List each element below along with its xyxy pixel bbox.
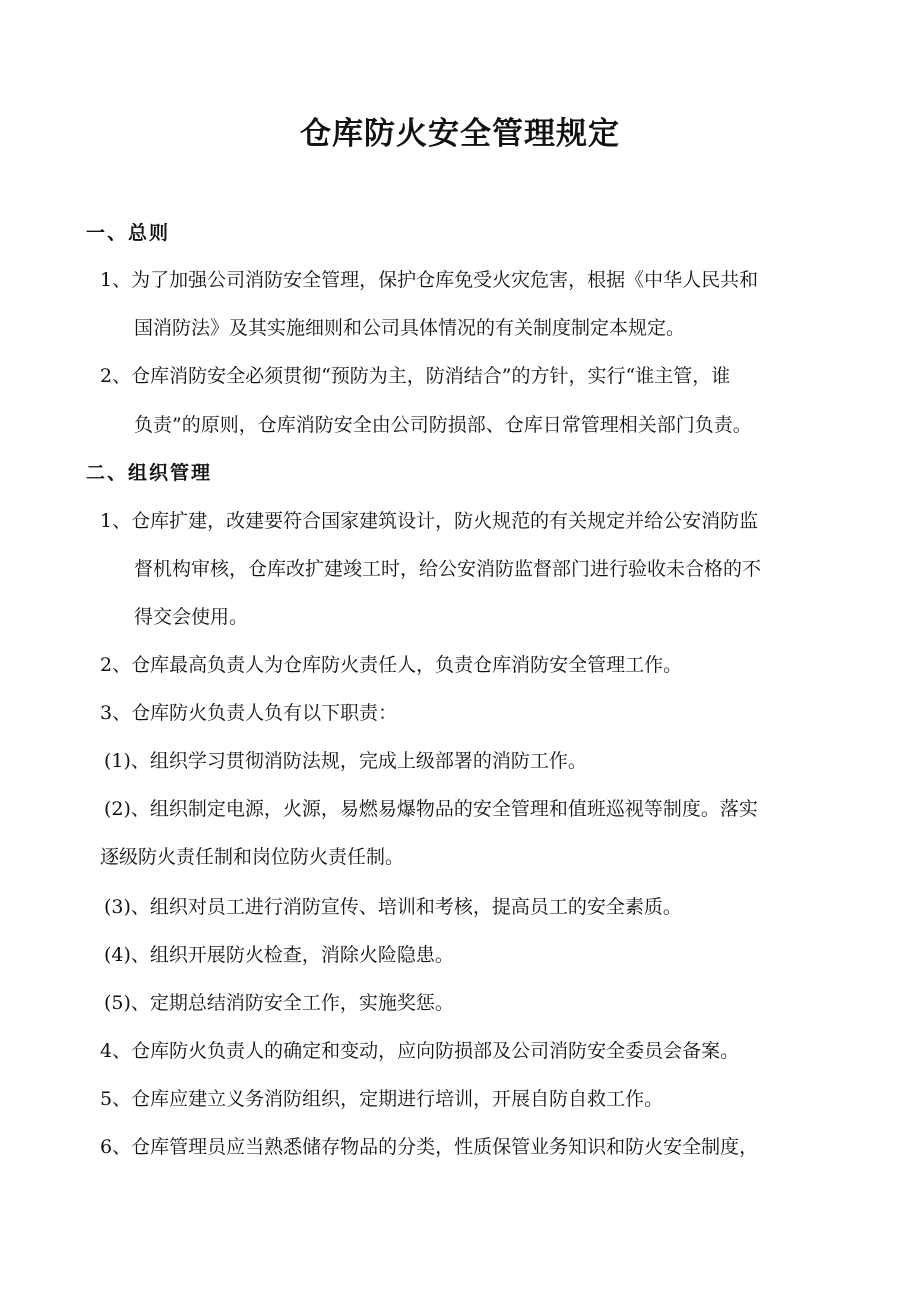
- section-heading-organization: 二、组织管理: [86, 462, 213, 484]
- paragraph-line: (2)、组织制定电源，火源，易燃易爆物品的安全管理和值班巡视等制度。落实: [104, 798, 758, 820]
- paragraph-line: 得交会使用。: [134, 606, 249, 628]
- paragraph-line: 6、仓库管理员应当熟悉储存物品的分类，性质保管业务知识和防火安全制度，: [100, 1136, 759, 1158]
- paragraph-line: 国消防法》及其实施细则和公司具体情况的有关制度制定本规定。: [134, 317, 686, 339]
- paragraph-line: (5)、定期总结消防安全工作，实施奖惩。: [104, 992, 454, 1014]
- paragraph-line: (4)、组织开展防火检查，消除火险隐患。: [104, 944, 454, 966]
- paragraph-line: 1、仓库扩建，改建要符合国家建筑设计，防火规范的有关规定并给公安消防监: [100, 510, 759, 532]
- paragraph-line: 2、仓库消防安全必须贯彻“预防为主，防消结合”的方针，实行“谁主管，谁: [100, 365, 731, 387]
- paragraph-line: 逐级防火责任制和岗位防火责任制。: [100, 846, 405, 868]
- paragraph-line: 3、仓库防火负责人负有以下职责：: [100, 702, 398, 724]
- paragraph-line: 2、仓库最高负责人为仓库防火责任人，负责仓库消防安全管理工作。: [100, 654, 683, 676]
- paragraph-line: 负责”的原则，仓库消防安全由公司防损部、仓库日常管理相关部门负责。: [134, 414, 752, 436]
- section-heading-general: 一、总则: [86, 222, 171, 244]
- page-title: 仓库防火安全管理规定: [300, 116, 620, 152]
- paragraph-line: 4、仓库防火负责人的确定和变动，应向防损部及公司消防安全委员会备案。: [100, 1040, 740, 1062]
- paragraph-line: 1、为了加强公司消防安全管理，保护仓库免受火灾危害，根据《中华人民共和: [100, 269, 759, 291]
- paragraph-line: 5、仓库应建立义务消防组织，定期进行培训，开展自防自救工作。: [100, 1088, 664, 1110]
- paragraph-line: 督机构审核，仓库改扩建竣工时，给公安消防监督部门进行验收未合格的不: [134, 558, 762, 580]
- paragraph-line: (3)、组织对员工进行消防宣传、培训和考核，提高员工的安全素质。: [104, 896, 682, 918]
- paragraph-line: (1)、组织学习贯彻消防法规，完成上级部署的消防工作。: [104, 750, 587, 772]
